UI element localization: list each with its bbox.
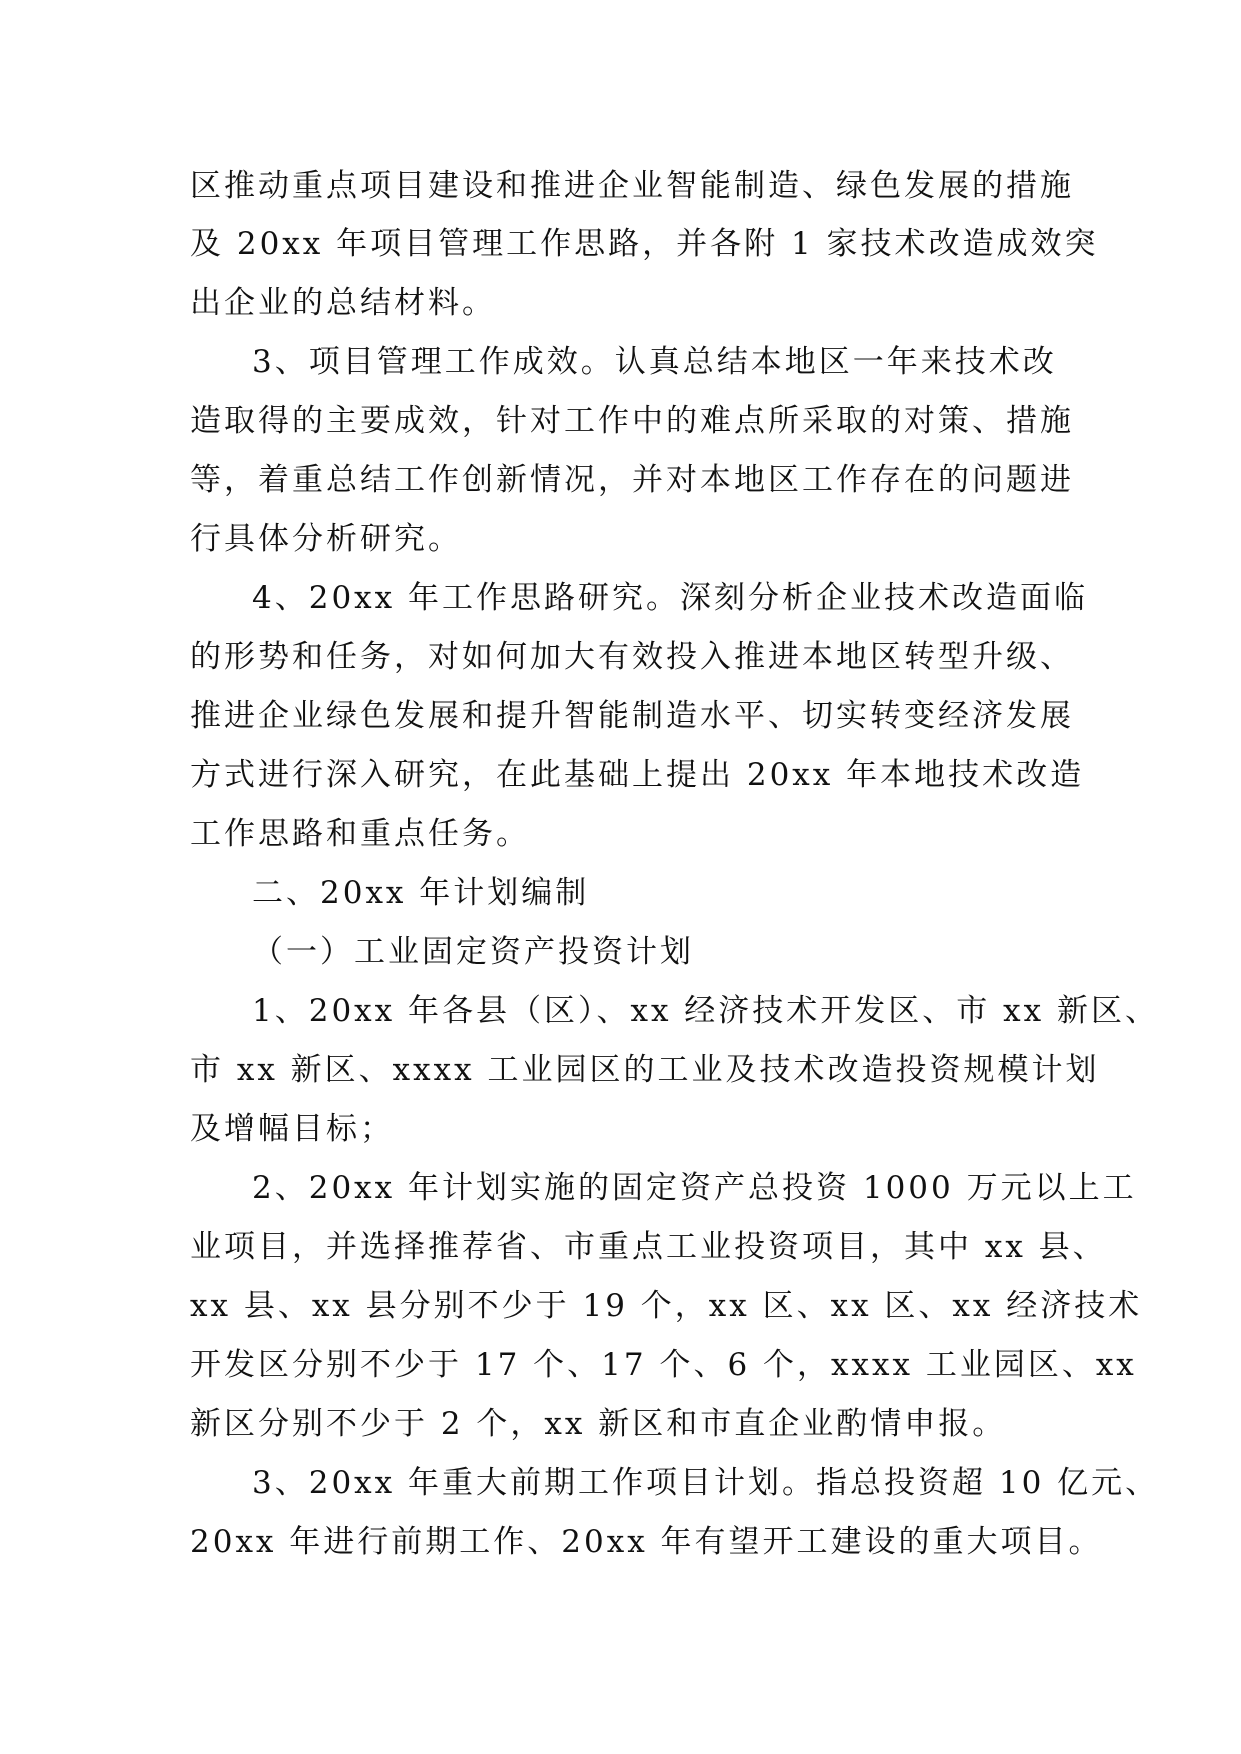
text-line: 区推动重点项目建设和推进企业智能制造、绿色发展的措施 [190, 168, 1074, 204]
text-line: 20xx 年进行前期工作、20xx 年有望开工建设的重大项目。 [190, 1524, 1103, 1560]
paragraph-line: 1、20xx 年各县（区）、xx 经济技术开发区、市 xx 新区、 [252, 993, 1159, 1029]
section-heading: 二、20xx 年计划编制 [252, 875, 590, 911]
paragraph-line: 3、项目管理工作成效。认真总结本地区一年来技术改 [252, 344, 1057, 380]
subsection-heading: （一）工业固定资产投资计划 [252, 934, 694, 970]
text-line: 出企业的总结材料。 [190, 285, 496, 321]
text-line: 方式进行深入研究，在此基础上提出 20xx 年本地技术改造 [190, 757, 1085, 793]
text-line: 及增幅目标； [190, 1111, 394, 1147]
text-line: 开发区分别不少于 17 个、17 个、6 个，xxxx 工业园区、xx [190, 1347, 1137, 1383]
text-line: 造取得的主要成效，针对工作中的难点所采取的对策、措施 [190, 403, 1074, 439]
text-line: 的形势和任务，对如何加大有效投入推进本地区转型升级、 [190, 639, 1074, 675]
text-line: 市 xx 新区、xxxx 工业园区的工业及技术改造投资规模计划 [190, 1052, 1100, 1088]
paragraph-line: 3、20xx 年重大前期工作项目计划。指总投资超 10 亿元、 [252, 1465, 1160, 1501]
text-line: 推进企业绿色发展和提升智能制造水平、切实转变经济发展 [190, 698, 1074, 734]
text-line: xx 县、xx 县分别不少于 19 个，xx 区、xx 区、xx 经济技术 [190, 1288, 1143, 1324]
paragraph-line: 2、20xx 年计划实施的固定资产总投资 1000 万元以上工 [252, 1170, 1137, 1206]
text-line: 工作思路和重点任务。 [190, 816, 530, 852]
text-line: 业项目，并选择推荐省、市重点工业投资项目，其中 xx 县、 [190, 1229, 1107, 1265]
paragraph-line: 4、20xx 年工作思路研究。深刻分析企业技术改造面临 [252, 580, 1088, 616]
text-line: 新区分别不少于 2 个，xx 新区和市直企业酌情申报。 [190, 1406, 1007, 1442]
text-line: 行具体分析研究。 [190, 521, 462, 557]
text-line: 及 20xx 年项目管理工作思路，并各附 1 家技术改造成效突 [190, 226, 1099, 262]
text-line: 等，着重总结工作创新情况，并对本地区工作存在的问题进 [190, 462, 1074, 498]
